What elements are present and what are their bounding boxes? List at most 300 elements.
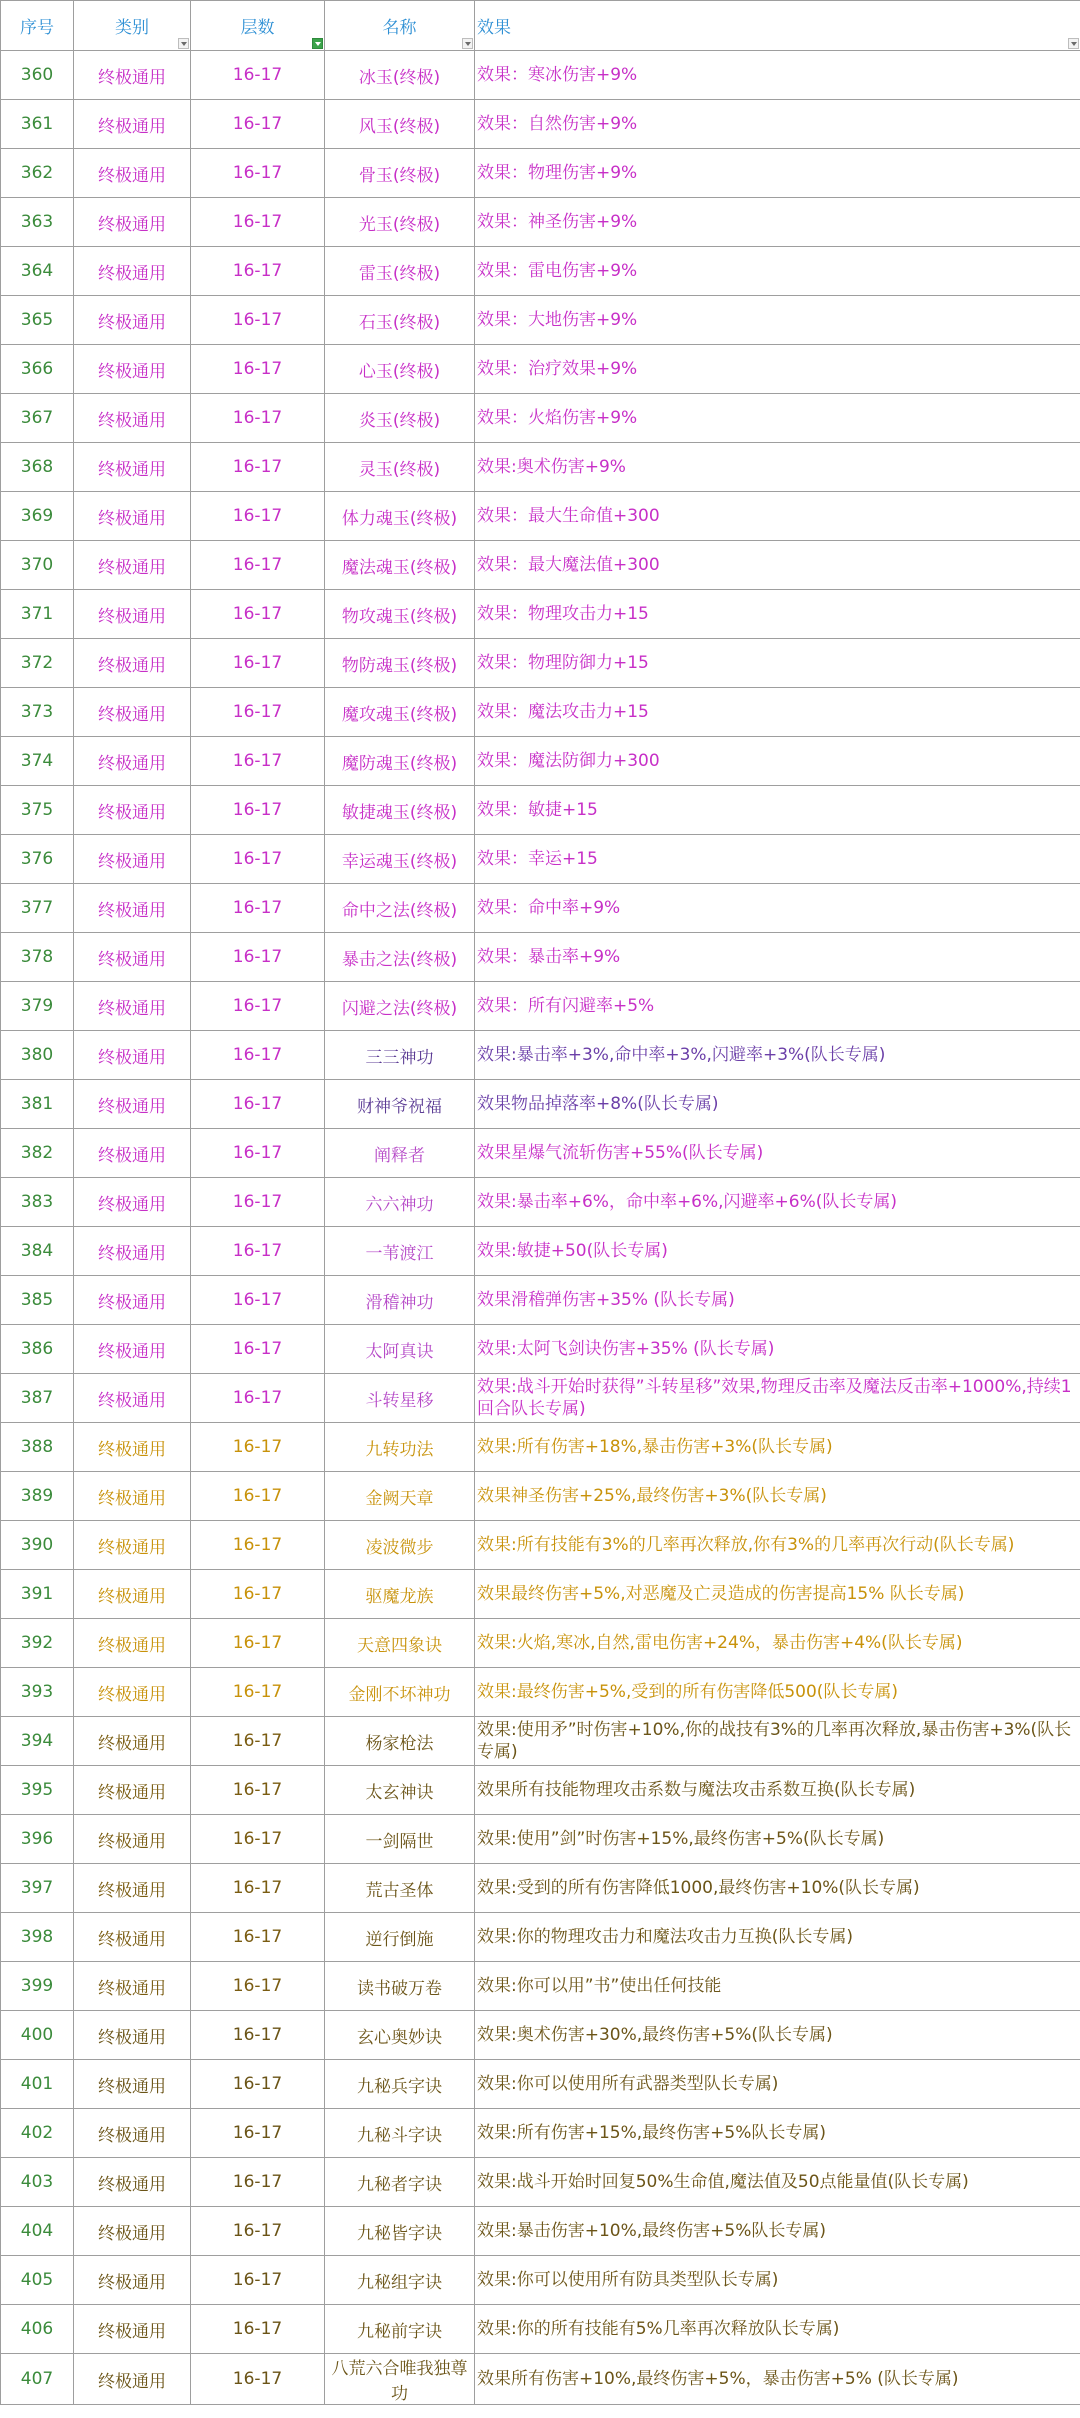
cell-category[interactable]: 终极通用: [74, 1521, 191, 1570]
cell-name[interactable]: 天意四象诀: [325, 1619, 475, 1668]
cell-layer[interactable]: 16-17: [191, 1374, 325, 1423]
cell-layer[interactable]: 16-17: [191, 1570, 325, 1619]
column-header-layer[interactable]: [191, 1, 325, 51]
cell-layer[interactable]: 16-17: [191, 1766, 325, 1815]
cell-name[interactable]: 敏捷魂玉(终极): [325, 786, 475, 835]
cell-id[interactable]: 375: [1, 786, 74, 835]
cell-id[interactable]: 372: [1, 639, 74, 688]
cell-category[interactable]: 终极通用: [74, 1080, 191, 1129]
header-effect-label: 效果: [477, 18, 511, 38]
cell-effect[interactable]: 效果:暴击率+3%,命中率+3%,闪避率+3%(队长专属): [475, 1031, 1080, 1080]
table-row[interactable]: [1, 1815, 1080, 1864]
table-row[interactable]: [1, 149, 1080, 198]
cell-category[interactable]: 终极通用: [74, 2011, 191, 2060]
cell-category[interactable]: 终极通用: [74, 1913, 191, 1962]
table-row[interactable]: [1, 1619, 1080, 1668]
cell-name[interactable]: 杨家枪法: [325, 1717, 475, 1766]
cell-layer[interactable]: 16-17: [191, 51, 325, 100]
table-row[interactable]: [1, 1668, 1080, 1717]
cell-id[interactable]: 383: [1, 1178, 74, 1227]
cell-effect[interactable]: 效果物品掉落率+8%(队长专属): [475, 1080, 1080, 1129]
table-row[interactable]: [1, 1031, 1080, 1080]
cell-id[interactable]: 398: [1, 1913, 74, 1962]
cell-name[interactable]: 一苇渡江: [325, 1227, 475, 1276]
cell-layer[interactable]: 16-17: [191, 1472, 325, 1521]
cell-effect[interactable]: 效果:战斗开始时回复50%生命值,魔法值及50点能量值(队长专属): [475, 2158, 1080, 2207]
cell-layer[interactable]: 16-17: [191, 1717, 325, 1766]
cell-id[interactable]: 390: [1, 1521, 74, 1570]
cell-name[interactable]: 冰玉(终极): [325, 51, 475, 100]
cell-category[interactable]: 终极通用: [74, 198, 191, 247]
cell-name[interactable]: 滑稽神功: [325, 1276, 475, 1325]
filter-dropdown-icon[interactable]: [178, 38, 189, 49]
cell-name[interactable]: 玄心奥妙诀: [325, 2011, 475, 2060]
cell-id[interactable]: 385: [1, 1276, 74, 1325]
cell-id[interactable]: 380: [1, 1031, 74, 1080]
cell-layer[interactable]: 16-17: [191, 296, 325, 345]
table-row[interactable]: [1, 2011, 1080, 2060]
table-row[interactable]: [1, 1766, 1080, 1815]
cell-effect[interactable]: 效果：雷电伤害+9%: [475, 247, 1080, 296]
cell-name[interactable]: 凌波微步: [325, 1521, 475, 1570]
cell-category[interactable]: 终极通用: [74, 149, 191, 198]
cell-effect[interactable]: 效果:所有伤害+18%,暴击伤害+3%(队长专属): [475, 1423, 1080, 1472]
header-id-label: 序号: [20, 18, 54, 38]
cell-name[interactable]: 命中之法(终极): [325, 884, 475, 933]
cell-name[interactable]: 灵玉(终极): [325, 443, 475, 492]
table-row[interactable]: [1, 1325, 1080, 1374]
cell-category[interactable]: 终极通用: [74, 639, 191, 688]
cell-category[interactable]: 终极通用: [74, 2256, 191, 2305]
cell-category[interactable]: 终极通用: [74, 1129, 191, 1178]
cell-name[interactable]: 财神爷祝福: [325, 1080, 475, 1129]
cell-category[interactable]: 终极通用: [74, 1472, 191, 1521]
cell-id[interactable]: 405: [1, 2256, 74, 2305]
cell-category[interactable]: 终极通用: [74, 982, 191, 1031]
cell-name[interactable]: 暴击之法(终极): [325, 933, 475, 982]
cell-name[interactable]: 九秘组字诀: [325, 2256, 475, 2305]
cell-effect[interactable]: 效果：所有闪避率+5%: [475, 982, 1080, 1031]
cell-effect[interactable]: 效果：敏捷+15: [475, 786, 1080, 835]
filter-active-icon[interactable]: [312, 38, 323, 49]
cell-layer[interactable]: 16-17: [191, 2158, 325, 2207]
cell-category[interactable]: 终极通用: [74, 1619, 191, 1668]
table-row[interactable]: [1, 1423, 1080, 1472]
cell-layer[interactable]: 16-17: [191, 1521, 325, 1570]
cell-layer[interactable]: 16-17: [191, 443, 325, 492]
cell-id[interactable]: 374: [1, 737, 74, 786]
cell-name[interactable]: 炎玉(终极): [325, 394, 475, 443]
cell-layer[interactable]: 16-17: [191, 1031, 325, 1080]
cell-id[interactable]: 397: [1, 1864, 74, 1913]
cell-layer[interactable]: 16-17: [191, 100, 325, 149]
table-row[interactable]: [1, 492, 1080, 541]
cell-effect[interactable]: 效果所有伤害+10%,最终伤害+5%，暴击伤害+5% (队长专属): [475, 2354, 1080, 2405]
cell-id[interactable]: 394: [1, 1717, 74, 1766]
cell-category[interactable]: 终极通用: [74, 1325, 191, 1374]
cell-category[interactable]: 终极通用: [74, 835, 191, 884]
cell-id[interactable]: 400: [1, 2011, 74, 2060]
cell-name[interactable]: 物攻魂玉(终极): [325, 590, 475, 639]
table-row[interactable]: [1, 982, 1080, 1031]
cell-name[interactable]: 阐释者: [325, 1129, 475, 1178]
cell-category[interactable]: 终极通用: [74, 1864, 191, 1913]
cell-effect[interactable]: 效果:敏捷+50(队长专属): [475, 1227, 1080, 1276]
cell-category[interactable]: 终极通用: [74, 1178, 191, 1227]
cell-category[interactable]: 终极通用: [74, 1962, 191, 2011]
cell-layer[interactable]: 16-17: [191, 737, 325, 786]
table-row[interactable]: [1, 1472, 1080, 1521]
cell-category[interactable]: 终极通用: [74, 1815, 191, 1864]
column-header-name[interactable]: [325, 1, 475, 51]
table-row[interactable]: [1, 2305, 1080, 2354]
cell-name[interactable]: 驱魔龙族: [325, 1570, 475, 1619]
table-row[interactable]: [1, 296, 1080, 345]
cell-effect[interactable]: 效果：神圣伤害+9%: [475, 198, 1080, 247]
cell-effect[interactable]: 效果：最大生命值+300: [475, 492, 1080, 541]
cell-id[interactable]: 361: [1, 100, 74, 149]
table-row[interactable]: [1, 1276, 1080, 1325]
cell-category[interactable]: 终极通用: [74, 1227, 191, 1276]
cell-id[interactable]: 362: [1, 149, 74, 198]
cell-name[interactable]: 八荒六合唯我独尊功: [325, 2354, 475, 2405]
cell-category[interactable]: 终极通用: [74, 2305, 191, 2354]
cell-id[interactable]: 402: [1, 2109, 74, 2158]
cell-category[interactable]: 终极通用: [74, 51, 191, 100]
cell-layer[interactable]: 16-17: [191, 1619, 325, 1668]
cell-layer[interactable]: 16-17: [191, 835, 325, 884]
cell-category[interactable]: 终极通用: [74, 443, 191, 492]
cell-layer[interactable]: 16-17: [191, 639, 325, 688]
cell-category[interactable]: 终极通用: [74, 1031, 191, 1080]
cell-id[interactable]: 360: [1, 51, 74, 100]
cell-layer[interactable]: 16-17: [191, 2305, 325, 2354]
cell-layer[interactable]: 16-17: [191, 1080, 325, 1129]
table-row[interactable]: [1, 1864, 1080, 1913]
column-header-id[interactable]: [1, 1, 74, 51]
cell-layer[interactable]: 16-17: [191, 982, 325, 1031]
cell-effect[interactable]: 效果:暴击率+6%，命中率+6%,闪避率+6%(队长专属): [475, 1178, 1080, 1227]
table-row[interactable]: [1, 1570, 1080, 1619]
cell-layer[interactable]: 16-17: [191, 1129, 325, 1178]
cell-name[interactable]: 九秘者字诀: [325, 2158, 475, 2207]
cell-effect[interactable]: 效果：物理防御力+15: [475, 639, 1080, 688]
cell-name[interactable]: 石玉(终极): [325, 296, 475, 345]
cell-layer[interactable]: 16-17: [191, 149, 325, 198]
table-row[interactable]: [1, 2109, 1080, 2158]
cell-id[interactable]: 401: [1, 2060, 74, 2109]
cell-id[interactable]: 389: [1, 1472, 74, 1521]
cell-layer[interactable]: 16-17: [191, 1276, 325, 1325]
table-row[interactable]: [1, 198, 1080, 247]
cell-id[interactable]: 378: [1, 933, 74, 982]
cell-effect[interactable]: 效果：最大魔法值+300: [475, 541, 1080, 590]
table-row[interactable]: [1, 345, 1080, 394]
cell-name[interactable]: 九秘皆字诀: [325, 2207, 475, 2256]
cell-layer[interactable]: 16-17: [191, 786, 325, 835]
cell-layer[interactable]: 16-17: [191, 198, 325, 247]
cell-id[interactable]: 381: [1, 1080, 74, 1129]
cell-name[interactable]: 一剑隔世: [325, 1815, 475, 1864]
cell-effect[interactable]: 效果:你可以用”书”使出任何技能: [475, 1962, 1080, 2011]
cell-effect[interactable]: 效果:战斗开始时获得”斗转星移”效果,物理反击率及魔法反击率+1000%,持续1回合队长专属): [475, 1374, 1080, 1423]
table-row[interactable]: [1, 541, 1080, 590]
cell-name[interactable]: 九转功法: [325, 1423, 475, 1472]
cell-id[interactable]: 364: [1, 247, 74, 296]
cell-id[interactable]: 376: [1, 835, 74, 884]
cell-id[interactable]: 363: [1, 198, 74, 247]
cell-effect[interactable]: 效果:使用矛”时伤害+10%,你的战技有3%的几率再次释放,暴击伤害+3%(队长专属): [475, 1717, 1080, 1766]
cell-name[interactable]: 九秘斗字诀: [325, 2109, 475, 2158]
cell-id[interactable]: 367: [1, 394, 74, 443]
cell-name[interactable]: 九秘兵字诀: [325, 2060, 475, 2109]
cell-id[interactable]: 365: [1, 296, 74, 345]
cell-category[interactable]: 终极通用: [74, 394, 191, 443]
table-row[interactable]: [1, 1962, 1080, 2011]
table-row[interactable]: [1, 394, 1080, 443]
cell-id[interactable]: 386: [1, 1325, 74, 1374]
cell-category[interactable]: 终极通用: [74, 2207, 191, 2256]
cell-layer[interactable]: 16-17: [191, 1227, 325, 1276]
cell-layer[interactable]: 16-17: [191, 492, 325, 541]
cell-effect[interactable]: 效果：暴击率+9%: [475, 933, 1080, 982]
cell-name[interactable]: 体力魂玉(终极): [325, 492, 475, 541]
cell-name[interactable]: 六六神功: [325, 1178, 475, 1227]
cell-layer[interactable]: 16-17: [191, 1668, 325, 1717]
cell-category[interactable]: 终极通用: [74, 2158, 191, 2207]
cell-name[interactable]: 太玄神诀: [325, 1766, 475, 1815]
table-row[interactable]: [1, 1374, 1080, 1423]
filter-dropdown-icon[interactable]: [1068, 38, 1079, 49]
cell-layer[interactable]: 16-17: [191, 2060, 325, 2109]
cell-category[interactable]: 终极通用: [74, 737, 191, 786]
cell-category[interactable]: 终极通用: [74, 2354, 191, 2405]
cell-effect[interactable]: 效果:暴击伤害+10%,最终伤害+5%队长专属): [475, 2207, 1080, 2256]
cell-category[interactable]: 终极通用: [74, 884, 191, 933]
cell-effect[interactable]: 效果：命中率+9%: [475, 884, 1080, 933]
cell-category[interactable]: 终极通用: [74, 247, 191, 296]
cell-name[interactable]: 斗转星移: [325, 1374, 475, 1423]
cell-effect[interactable]: 效果:奥术伤害+30%,最终伤害+5%(队长专属): [475, 2011, 1080, 2060]
cell-layer[interactable]: 16-17: [191, 1962, 325, 2011]
cell-effect[interactable]: 效果:使用”剑”时伤害+15%,最终伤害+5%(队长专属): [475, 1815, 1080, 1864]
cell-layer[interactable]: 16-17: [191, 1864, 325, 1913]
cell-name[interactable]: 骨玉(终极): [325, 149, 475, 198]
table-row[interactable]: [1, 2158, 1080, 2207]
cell-effect[interactable]: 效果：物理伤害+9%: [475, 149, 1080, 198]
cell-layer[interactable]: 16-17: [191, 2109, 325, 2158]
cell-name[interactable]: 幸运魂玉(终极): [325, 835, 475, 884]
cell-effect[interactable]: 效果：魔法攻击力+15: [475, 688, 1080, 737]
table-row[interactable]: [1, 247, 1080, 296]
cell-id[interactable]: 396: [1, 1815, 74, 1864]
cell-id[interactable]: 373: [1, 688, 74, 737]
cell-category[interactable]: 终极通用: [74, 2060, 191, 2109]
table-row[interactable]: [1, 2207, 1080, 2256]
cell-id[interactable]: 388: [1, 1423, 74, 1472]
cell-name[interactable]: 魔法魂玉(终极): [325, 541, 475, 590]
cell-name[interactable]: 读书破万卷: [325, 1962, 475, 2011]
cell-effect[interactable]: 效果神圣伤害+25%,最终伤害+3%(队长专属): [475, 1472, 1080, 1521]
cell-name[interactable]: 风玉(终极): [325, 100, 475, 149]
cell-category[interactable]: 终极通用: [74, 100, 191, 149]
cell-category[interactable]: 终极通用: [74, 688, 191, 737]
table-row[interactable]: [1, 1717, 1080, 1766]
cell-name[interactable]: 魔防魂玉(终极): [325, 737, 475, 786]
cell-effect[interactable]: 效果:奥术伤害+9%: [475, 443, 1080, 492]
cell-name[interactable]: 物防魂玉(终极): [325, 639, 475, 688]
cell-layer[interactable]: 16-17: [191, 884, 325, 933]
table-row[interactable]: [1, 51, 1080, 100]
cell-id[interactable]: 387: [1, 1374, 74, 1423]
cell-category[interactable]: 终极通用: [74, 1766, 191, 1815]
cell-id[interactable]: 371: [1, 590, 74, 639]
table-row[interactable]: [1, 884, 1080, 933]
cell-id[interactable]: 369: [1, 492, 74, 541]
cell-layer[interactable]: 16-17: [191, 2354, 325, 2405]
cell-name[interactable]: 心玉(终极): [325, 345, 475, 394]
cell-effect[interactable]: 效果:所有伤害+15%,最终伤害+5%队长专属): [475, 2109, 1080, 2158]
cell-id[interactable]: 406: [1, 2305, 74, 2354]
table-row[interactable]: [1, 443, 1080, 492]
cell-effect[interactable]: 效果滑稽弹伤害+35% (队长专属): [475, 1276, 1080, 1325]
cell-effect[interactable]: 效果:火焰,寒冰,自然,雷电伤害+24%，暴击伤害+4%(队长专属): [475, 1619, 1080, 1668]
header-name-label: 名称: [382, 18, 417, 38]
cell-category[interactable]: 终极通用: [74, 2109, 191, 2158]
cell-effect[interactable]: 效果所有技能物理攻击系数与魔法攻击系数互换(队长专属): [475, 1766, 1080, 1815]
cell-name[interactable]: 金刚不坏神功: [325, 1668, 475, 1717]
cell-effect[interactable]: 效果:你的所有技能有5%几率再次释放队长专属): [475, 2305, 1080, 2354]
cell-effect[interactable]: 效果：自然伤害+9%: [475, 100, 1080, 149]
cell-id[interactable]: 377: [1, 884, 74, 933]
cell-category[interactable]: 终极通用: [74, 345, 191, 394]
cell-layer[interactable]: 16-17: [191, 590, 325, 639]
table-row[interactable]: [1, 737, 1080, 786]
table-row[interactable]: [1, 2060, 1080, 2109]
cell-effect[interactable]: 效果：治疗效果+9%: [475, 345, 1080, 394]
cell-layer[interactable]: 16-17: [191, 394, 325, 443]
cell-name[interactable]: 太阿真诀: [325, 1325, 475, 1374]
cell-effect[interactable]: 效果:最终伤害+5%,受到的所有伤害降低500(队长专属): [475, 1668, 1080, 1717]
cell-layer[interactable]: 16-17: [191, 1178, 325, 1227]
cell-id[interactable]: 379: [1, 982, 74, 1031]
table-row[interactable]: [1, 590, 1080, 639]
cell-category[interactable]: 终极通用: [74, 590, 191, 639]
cell-layer[interactable]: 16-17: [191, 1913, 325, 1962]
cell-name[interactable]: 光玉(终极): [325, 198, 475, 247]
cell-id[interactable]: 395: [1, 1766, 74, 1815]
cell-effect[interactable]: 效果:你的物理攻击力和魔法攻击力互换(队长专属): [475, 1913, 1080, 1962]
table-row[interactable]: [1, 786, 1080, 835]
cell-name[interactable]: 三三神功: [325, 1031, 475, 1080]
cell-layer[interactable]: 16-17: [191, 1815, 325, 1864]
column-header-effect[interactable]: [475, 1, 1080, 51]
cell-effect[interactable]: 效果：魔法防御力+300: [475, 737, 1080, 786]
cell-layer[interactable]: 16-17: [191, 1423, 325, 1472]
cell-effect[interactable]: 效果:受到的所有伤害降低1000,最终伤害+10%(队长专属): [475, 1864, 1080, 1913]
cell-id[interactable]: 391: [1, 1570, 74, 1619]
cell-name[interactable]: 魔攻魂玉(终极): [325, 688, 475, 737]
cell-id[interactable]: 370: [1, 541, 74, 590]
cell-layer[interactable]: 16-17: [191, 1325, 325, 1374]
cell-id[interactable]: 407: [1, 2354, 74, 2405]
cell-layer[interactable]: 16-17: [191, 2011, 325, 2060]
cell-layer[interactable]: 16-17: [191, 2256, 325, 2305]
cell-layer[interactable]: 16-17: [191, 688, 325, 737]
cell-effect[interactable]: 效果：物理攻击力+15: [475, 590, 1080, 639]
cell-category[interactable]: 终极通用: [74, 786, 191, 835]
cell-id[interactable]: 403: [1, 2158, 74, 2207]
cell-id[interactable]: 366: [1, 345, 74, 394]
table-row[interactable]: [1, 1178, 1080, 1227]
column-header-category[interactable]: [74, 1, 191, 51]
cell-name[interactable]: 闪避之法(终极): [325, 982, 475, 1031]
cell-effect[interactable]: 效果:所有技能有3%的几率再次释放,你有3%的几率再次行动(队长专属): [475, 1521, 1080, 1570]
cell-id[interactable]: 392: [1, 1619, 74, 1668]
cell-id[interactable]: 393: [1, 1668, 74, 1717]
table-row[interactable]: [1, 639, 1080, 688]
cell-effect[interactable]: 效果星爆气流斩伤害+55%(队长专属): [475, 1129, 1080, 1178]
cell-effect[interactable]: 效果:你可以使用所有防具类型队长专属): [475, 2256, 1080, 2305]
cell-category[interactable]: 终极通用: [74, 296, 191, 345]
cell-category[interactable]: 终极通用: [74, 492, 191, 541]
cell-effect[interactable]: 效果：火焰伤害+9%: [475, 394, 1080, 443]
table-row[interactable]: [1, 835, 1080, 884]
table-row[interactable]: [1, 1129, 1080, 1178]
cell-effect[interactable]: 效果最终伤害+5%,对恶魔及亡灵造成的伤害提高15% 队长专属): [475, 1570, 1080, 1619]
cell-category[interactable]: 终极通用: [74, 1668, 191, 1717]
cell-category[interactable]: 终极通用: [74, 933, 191, 982]
table-row[interactable]: [1, 688, 1080, 737]
cell-effect[interactable]: 效果：大地伤害+9%: [475, 296, 1080, 345]
cell-id[interactable]: 382: [1, 1129, 74, 1178]
filter-dropdown-icon[interactable]: [462, 38, 473, 49]
cell-name[interactable]: 雷玉(终极): [325, 247, 475, 296]
cell-layer[interactable]: 16-17: [191, 933, 325, 982]
table-row[interactable]: [1, 100, 1080, 149]
cell-layer[interactable]: 16-17: [191, 2207, 325, 2256]
cell-effect[interactable]: 效果:太阿飞剑诀伤害+35% (队长专属): [475, 1325, 1080, 1374]
cell-id[interactable]: 399: [1, 1962, 74, 2011]
cell-layer[interactable]: 16-17: [191, 247, 325, 296]
cell-id[interactable]: 368: [1, 443, 74, 492]
cell-category[interactable]: 终极通用: [74, 1717, 191, 1766]
cell-layer[interactable]: 16-17: [191, 541, 325, 590]
cell-effect[interactable]: 效果:你可以使用所有武器类型队长专属): [475, 2060, 1080, 2109]
cell-category[interactable]: 终极通用: [74, 541, 191, 590]
cell-name[interactable]: 逆行倒施: [325, 1913, 475, 1962]
table-row[interactable]: [1, 1913, 1080, 1962]
cell-category[interactable]: 终极通用: [74, 1374, 191, 1423]
cell-category[interactable]: 终极通用: [74, 1276, 191, 1325]
cell-name[interactable]: 荒古圣体: [325, 1864, 475, 1913]
table-row[interactable]: [1, 2256, 1080, 2305]
table-row[interactable]: [1, 1227, 1080, 1276]
cell-id[interactable]: 404: [1, 2207, 74, 2256]
table-row[interactable]: [1, 1521, 1080, 1570]
table-row[interactable]: [1, 933, 1080, 982]
cell-layer[interactable]: 16-17: [191, 345, 325, 394]
cell-effect[interactable]: 效果：幸运+15: [475, 835, 1080, 884]
cell-category[interactable]: 终极通用: [74, 1570, 191, 1619]
cell-effect[interactable]: 效果：寒冰伤害+9%: [475, 51, 1080, 100]
cell-category[interactable]: 终极通用: [74, 1423, 191, 1472]
cell-id[interactable]: 384: [1, 1227, 74, 1276]
table-row[interactable]: [1, 1080, 1080, 1129]
table-row[interactable]: [1, 2354, 1080, 2405]
cell-name[interactable]: 九秘前字诀: [325, 2305, 475, 2354]
cell-name[interactable]: 金阙天章: [325, 1472, 475, 1521]
